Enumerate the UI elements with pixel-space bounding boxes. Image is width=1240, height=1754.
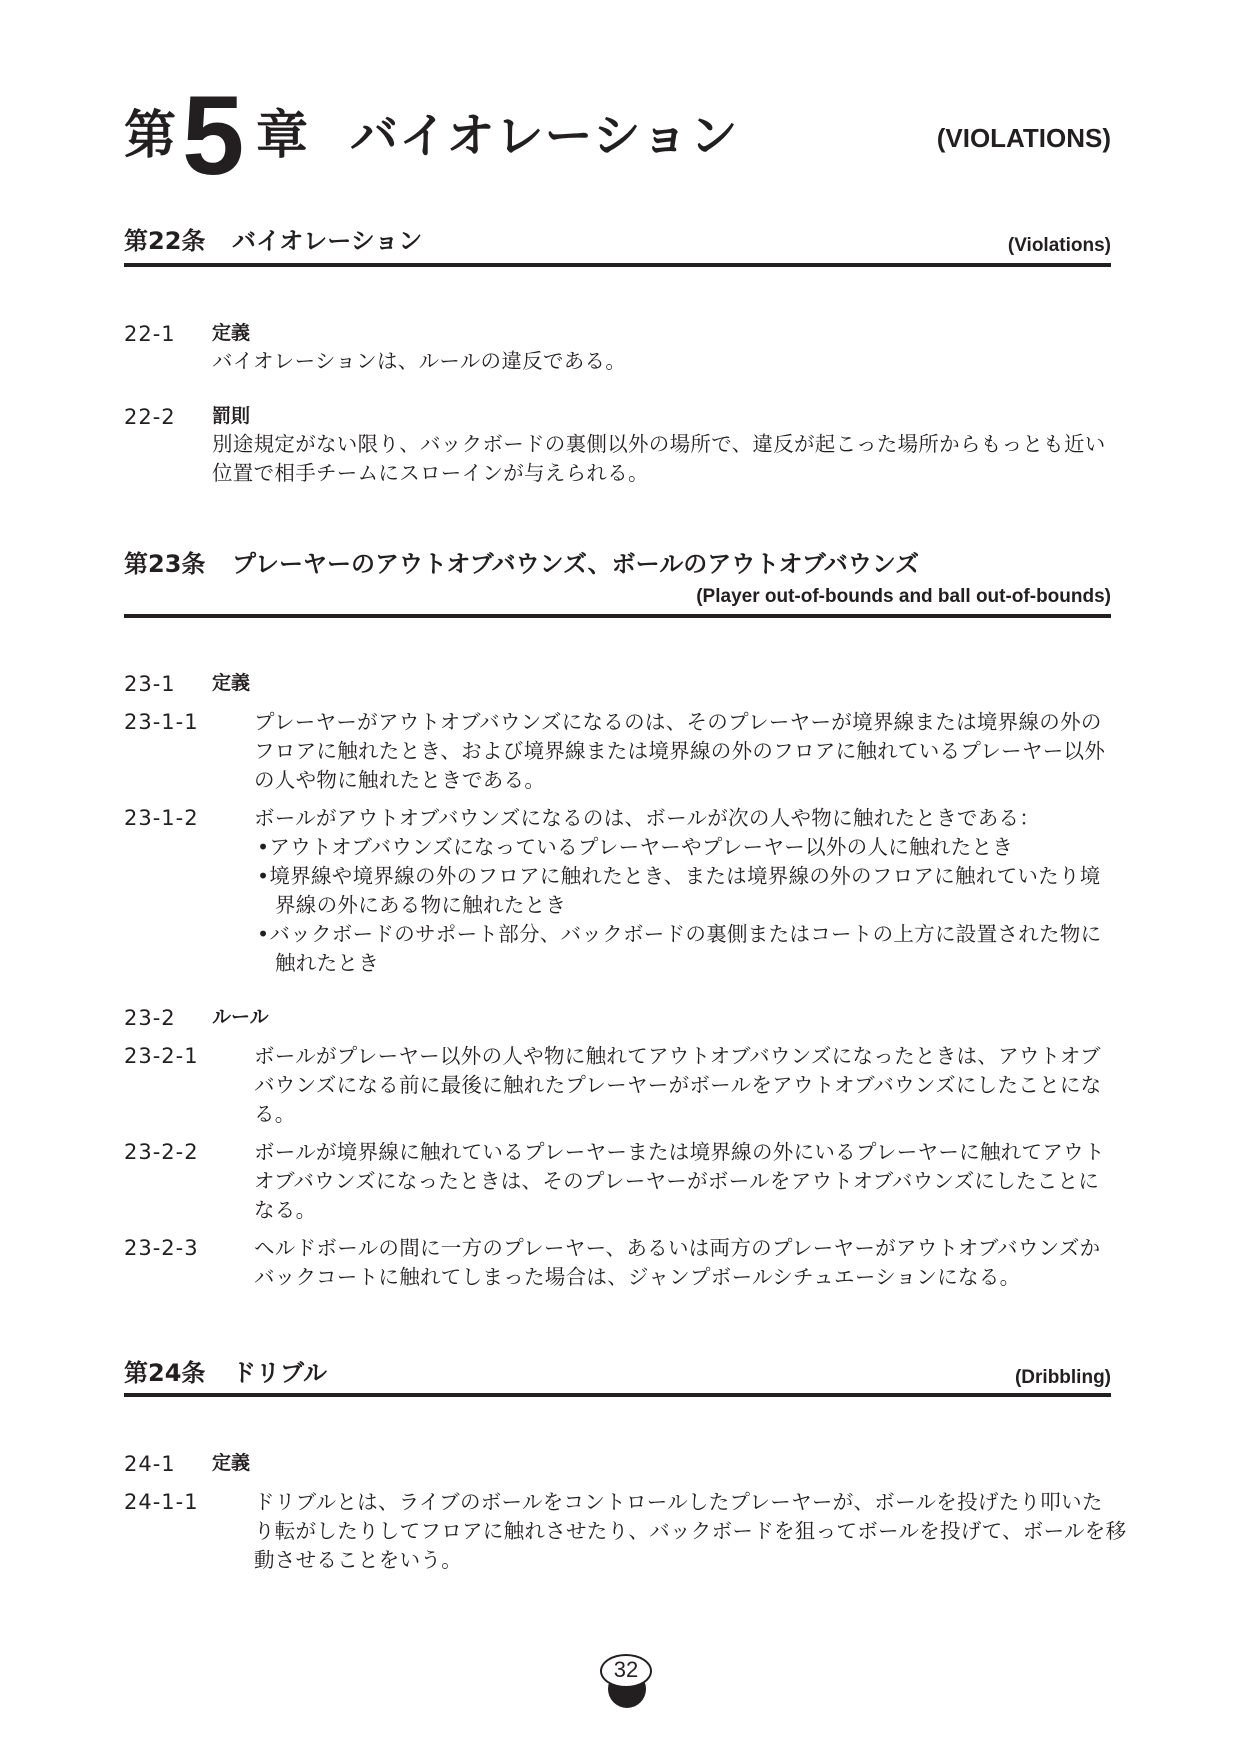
article-number: 第23条 — [124, 550, 206, 578]
text-line: の人や物に触れたときである。 — [254, 768, 546, 792]
item-number: 23-2-1 — [124, 1044, 199, 1068]
item-number: 22-2 — [124, 405, 176, 429]
bullet-item: •バックボードのサポート部分、バックボードの裏側またはコートの上方に設置された物に — [257, 922, 1102, 946]
text-line: プレーヤーがアウトオブバウンズになるのは、そのプレーヤーが境界線または境界線の外の — [254, 710, 1102, 734]
item-label: 定義 — [212, 322, 251, 344]
text-line: バックコートに触れてしまった場合は、ジャンプボールシチュエーションになる。 — [254, 1265, 1021, 1289]
text-line: バウンズになる前に最後に触れたプレーヤーがボールをアウトオブバウンズにしたことにな — [254, 1073, 1102, 1097]
item-number: 22-1 — [124, 322, 176, 346]
item-text — [254, 804, 1040, 833]
item-label: 罰則 — [212, 405, 251, 427]
page-number: 32 — [613, 1657, 639, 1682]
article-title: バイオレーション — [232, 227, 423, 255]
item-text — [212, 347, 626, 376]
chapter-english-title: (VIOLATIONS) — [936, 123, 1111, 153]
item-label: ルール — [212, 1006, 269, 1028]
item-text — [254, 1234, 1100, 1292]
bullet-continuation: 触れたとき — [275, 951, 379, 975]
item-number: 23-1-1 — [124, 710, 199, 734]
item-text — [254, 1042, 1101, 1129]
article-23-english: (Player out-of-bounds and ball out-of-bounds) — [696, 586, 1111, 607]
text-line: 位置で相手チームにスローインが与えられる。 — [212, 461, 649, 485]
text-line: ボールがプレーヤー以外の人や物に触れてアウトオブバウンズになったときは、アウトオブ — [254, 1044, 1101, 1068]
text-line: 動させることをいう。 — [254, 1548, 462, 1572]
item-number: 24-1-1 — [124, 1490, 199, 1514]
bullet-item: •アウトオブバウンズになっているプレーヤーやプレーヤー以外の人に触れたとき — [257, 835, 1014, 859]
text-line: ボールが境界線に触れているプレーヤーまたは境界線の外にいるプレーヤーに触れてアウト — [254, 1140, 1105, 1164]
bullet-continuation: 界線の外にある物に触れたとき — [275, 893, 567, 917]
article-22-heading — [124, 229, 422, 253]
chapter-title: バイオレーション — [350, 108, 739, 164]
item-text — [254, 1138, 1105, 1225]
item-label: 定義 — [212, 672, 251, 694]
item-number: 23-2-3 — [124, 1236, 199, 1260]
text-line: 別途規定がない限り、バックボードの裏側以外の場所で、違反が起こった場所からもっとも近い — [212, 432, 1106, 456]
article-number: 第24条 — [124, 1359, 206, 1387]
item-label: 定義 — [212, 1452, 251, 1474]
article-number: 第22条 — [124, 227, 206, 255]
text-line: ドリブルとは、ライブのボールをコントロールしたプレーヤーが、ボールを投げたり叩いた — [254, 1490, 1103, 1514]
item-number: 23-2-2 — [124, 1140, 199, 1164]
item-text — [212, 430, 1106, 488]
chapter-suffix: 章 — [256, 106, 309, 166]
bullet-item: •境界線や境界線の外のフロアに触れたとき、または境界線の外のフロアに触れていたり境 — [257, 864, 1101, 888]
chapter-prefix: 第 — [124, 106, 177, 166]
item-text — [254, 1488, 1126, 1575]
item-text — [254, 708, 1105, 795]
text-line: オブバウンズになったときは、そのプレーヤーがボールをアウトオブバウンズにしたことに — [254, 1169, 1100, 1193]
chapter-number: 5 — [182, 73, 245, 198]
article-title: ドリブル — [232, 1359, 328, 1387]
article-23-rule — [124, 614, 1111, 618]
text-line: フロアに触れたとき、および境界線または境界線の外のフロアに触れているプレーヤー以外 — [254, 739, 1106, 763]
text-line: る。 — [254, 1102, 296, 1126]
article-24-heading — [124, 1361, 327, 1385]
article-24-rule — [124, 1393, 1111, 1397]
article-22-rule — [124, 263, 1111, 267]
text-line: ボールがアウトオブバウンズになるのは、ボールが次の人や物に触れたときである： — [254, 806, 1041, 830]
item-number: 23-1-2 — [124, 806, 199, 830]
item-number: 24-1 — [124, 1452, 176, 1476]
article-24-english: (Dribbling) — [1014, 1367, 1111, 1388]
bullet-list — [257, 833, 1101, 978]
article-22-english: (Violations) — [1007, 235, 1111, 256]
text-line: り転がしたりしてフロアに触れさせたり、バックボードを狙ってボールを投げて、ボールを移 — [254, 1519, 1127, 1543]
item-number: 23-2 — [124, 1006, 176, 1030]
article-title: プレーヤーのアウトオブバウンズ、ボールのアウトオブバウンズ — [232, 550, 920, 578]
item-number: 23-1 — [124, 672, 176, 696]
text-line: ヘルドボールの間に一方のプレーヤー、あるいは両方のプレーヤーがアウトオブバウンズか — [254, 1236, 1101, 1260]
text-line: なる。 — [254, 1198, 317, 1222]
text-line: バイオレーションは、ルールの違反である。 — [212, 349, 627, 373]
article-23-heading — [124, 552, 919, 576]
